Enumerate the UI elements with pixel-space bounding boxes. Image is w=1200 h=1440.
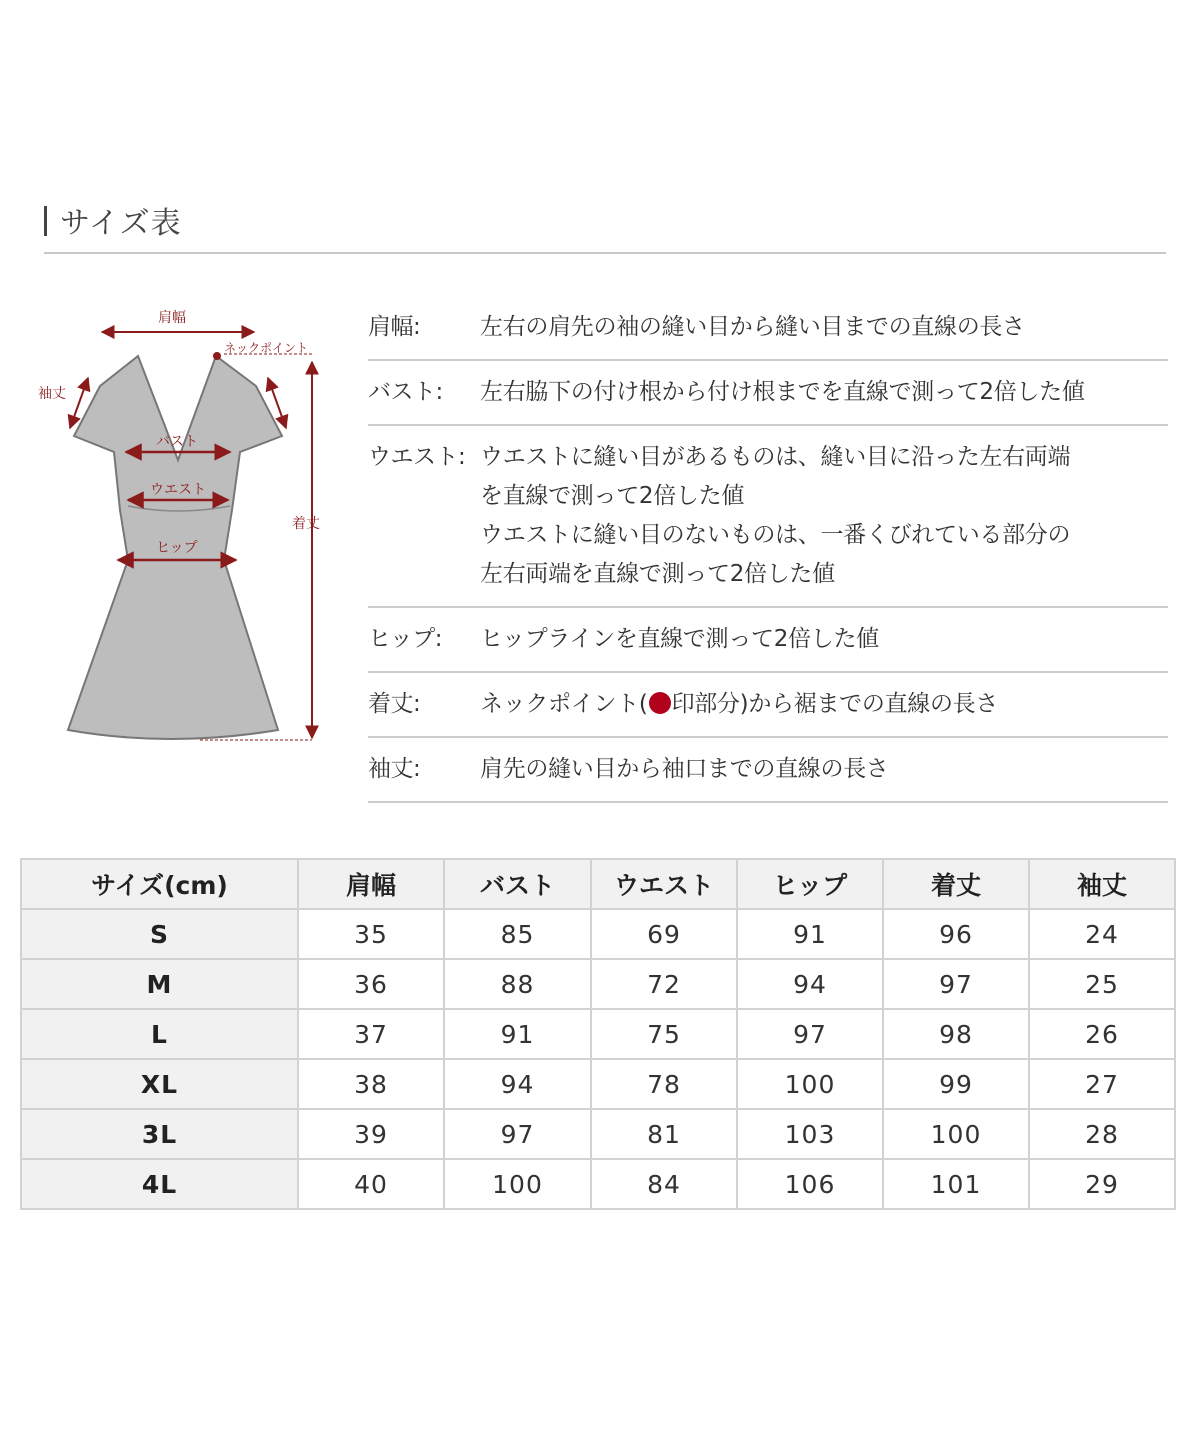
table-cell: 97 xyxy=(444,1109,591,1159)
table-header: 袖丈 xyxy=(1029,859,1175,909)
definition-desc: ウエストに縫い目があるものは、縫い目に沿った左右両端 を直線で測って2倍した値 ウエストに縫い目のないものは、一番くびれている部分の 左右両端を直線で測って2倍した値 xyxy=(480,444,1071,587)
size-label-cell: 3L xyxy=(21,1109,298,1159)
definition-shoulder xyxy=(368,296,1168,361)
table-header: 着丈 xyxy=(883,859,1029,909)
table-row xyxy=(21,1159,1175,1209)
section-header xyxy=(44,196,1166,254)
table-cell: 96 xyxy=(883,909,1029,959)
table-cell: 25 xyxy=(1029,959,1175,1009)
diagram-label-length: 着丈 xyxy=(292,516,320,532)
size-table xyxy=(20,858,1176,1210)
table-cell: 78 xyxy=(591,1059,737,1109)
table-cell: 91 xyxy=(444,1009,591,1059)
definition-term: 袖丈: xyxy=(368,756,421,782)
table-cell: 99 xyxy=(883,1059,1029,1109)
diagram-label-hip: ヒップ xyxy=(156,540,198,556)
definition-sleeve xyxy=(368,738,1168,803)
table-cell: 100 xyxy=(737,1059,883,1109)
neckpoint-dot-icon xyxy=(649,692,671,714)
table-row xyxy=(21,1109,1175,1159)
size-label-cell: L xyxy=(21,1009,298,1059)
table-cell: 26 xyxy=(1029,1009,1175,1059)
diagram-label-sleeve: 袖丈 xyxy=(38,386,66,402)
table-cell: 97 xyxy=(883,959,1029,1009)
definition-length xyxy=(368,673,1168,738)
diagram-label-shoulder: 肩幅 xyxy=(158,310,186,326)
diagram-label-neckpoint: ネックポイント xyxy=(224,341,309,355)
table-row xyxy=(21,1059,1175,1109)
definition-term: ヒップ: xyxy=(368,626,443,652)
table-cell: 24 xyxy=(1029,909,1175,959)
definition-desc: 左右の肩先の袖の縫い目から縫い目までの直線の長さ xyxy=(480,314,1025,340)
table-cell: 72 xyxy=(591,959,737,1009)
diagram-label-waist: ウエスト xyxy=(150,482,206,498)
table-cell: 97 xyxy=(737,1009,883,1059)
table-cell: 40 xyxy=(298,1159,444,1209)
table-row xyxy=(21,909,1175,959)
table-cell: 81 xyxy=(591,1109,737,1159)
table-cell: 94 xyxy=(444,1059,591,1109)
table-header-row xyxy=(21,859,1175,909)
definition-desc-part: ネックポイント( xyxy=(480,691,648,717)
size-label-cell: S xyxy=(21,909,298,959)
table-cell: 106 xyxy=(737,1159,883,1209)
table-cell: 38 xyxy=(298,1059,444,1109)
definition-term: バスト: xyxy=(368,379,443,405)
table-cell: 69 xyxy=(591,909,737,959)
table-cell: 91 xyxy=(737,909,883,959)
table-row xyxy=(21,1009,1175,1059)
table-cell: 37 xyxy=(298,1009,444,1059)
neckpoint-dot xyxy=(213,352,221,360)
table-header: ヒップ xyxy=(737,859,883,909)
title-marker xyxy=(44,206,47,236)
definition-waist xyxy=(368,426,1168,608)
size-label-cell: XL xyxy=(21,1059,298,1109)
table-cell: 85 xyxy=(444,909,591,959)
definition-term: 肩幅: xyxy=(368,314,421,340)
table-cell: 29 xyxy=(1029,1159,1175,1209)
table-cell: 103 xyxy=(737,1109,883,1159)
table-header: ウエスト xyxy=(591,859,737,909)
table-cell: 94 xyxy=(737,959,883,1009)
table-cell: 100 xyxy=(444,1159,591,1209)
definition-desc: 肩先の縫い目から袖口までの直線の長さ xyxy=(480,756,889,782)
measurement-definitions xyxy=(368,296,1168,803)
table-header: サイズ(cm) xyxy=(21,859,298,909)
definition-desc: ヒップラインを直線で測って2倍した値 xyxy=(480,626,879,652)
table-cell: 35 xyxy=(298,909,444,959)
definition-desc xyxy=(480,685,1168,724)
table-cell: 39 xyxy=(298,1109,444,1159)
table-cell: 75 xyxy=(591,1009,737,1059)
table-cell: 98 xyxy=(883,1009,1029,1059)
definition-hip xyxy=(368,608,1168,673)
definition-term: ウエスト: xyxy=(368,444,466,470)
diagram-label-bust: バスト xyxy=(156,434,198,450)
table-header: バスト xyxy=(444,859,591,909)
table-cell: 27 xyxy=(1029,1059,1175,1109)
definition-bust xyxy=(368,361,1168,426)
size-label-cell: 4L xyxy=(21,1159,298,1209)
page-title: サイズ表 xyxy=(60,206,182,241)
table-row xyxy=(21,959,1175,1009)
garment-diagram xyxy=(30,290,350,760)
table-cell: 28 xyxy=(1029,1109,1175,1159)
table-cell: 100 xyxy=(883,1109,1029,1159)
table-cell: 88 xyxy=(444,959,591,1009)
size-label-cell: M xyxy=(21,959,298,1009)
definition-desc: 左右脇下の付け根から付け根までを直線で測って2倍した値 xyxy=(480,379,1085,405)
table-header: 肩幅 xyxy=(298,859,444,909)
table-cell: 36 xyxy=(298,959,444,1009)
definition-desc-part: 印部分)から裾までの直線の長さ xyxy=(671,691,999,717)
table-cell: 84 xyxy=(591,1159,737,1209)
table-cell: 101 xyxy=(883,1159,1029,1209)
definition-term: 着丈: xyxy=(368,691,421,717)
